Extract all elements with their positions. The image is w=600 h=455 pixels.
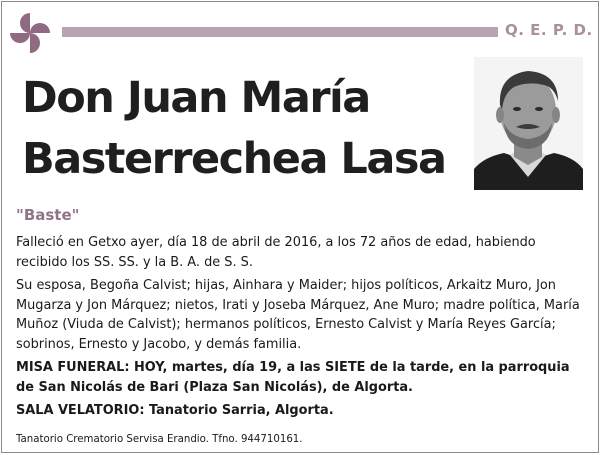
funeral-home-contact: Tanatorio Crematorio Servisa Erandio. Tfno. 944710161.: [16, 434, 303, 445]
name-line-1: Don Juan María: [22, 73, 370, 123]
header-divider-bar: [62, 27, 498, 37]
portrait-photo: [474, 57, 583, 190]
qepd-label: Q. E. P. D.: [505, 21, 593, 39]
lauburu-icon: [8, 11, 52, 55]
name-line-2: Basterrechea Lasa: [22, 134, 446, 184]
funeral-mass-info: MISA FUNERAL: HOY, martes, día 19, a las SIETE de la tarde, en la parroquia de San Nicolás de Bari (Plaza San Nicolás), de Algorta.: [16, 360, 570, 395]
obituary-notice: [1, 1, 599, 453]
family-list: Su esposa, Begoña Calvist; hijas, Ainhara y Maider; hijos políticos, Arkaitz Muro, Jon Mugarza y Jon Márquez; nietos, Irati y Joseba Márquez, Ane Muro; madre política, María Muñoz (Viuda de Calvist); hermanos políticos, Ernesto Calvist y María Reyes García; sobrinos, Ernesto y Jacobo, y demás familia.: [16, 278, 580, 352]
notice-body: [16, 233, 582, 425]
wake-room-info: SALA VELATORIO: Tanatorio Sarria, Algorta.: [16, 403, 334, 418]
death-announcement: Falleció en Getxo ayer, día 18 de abril de 2016, a los 72 años de edad, habiendo recibido los SS. SS. y la B. A. de S. S.: [16, 235, 536, 270]
deceased-name: [22, 68, 462, 190]
deceased-alias: "Baste": [16, 206, 80, 224]
